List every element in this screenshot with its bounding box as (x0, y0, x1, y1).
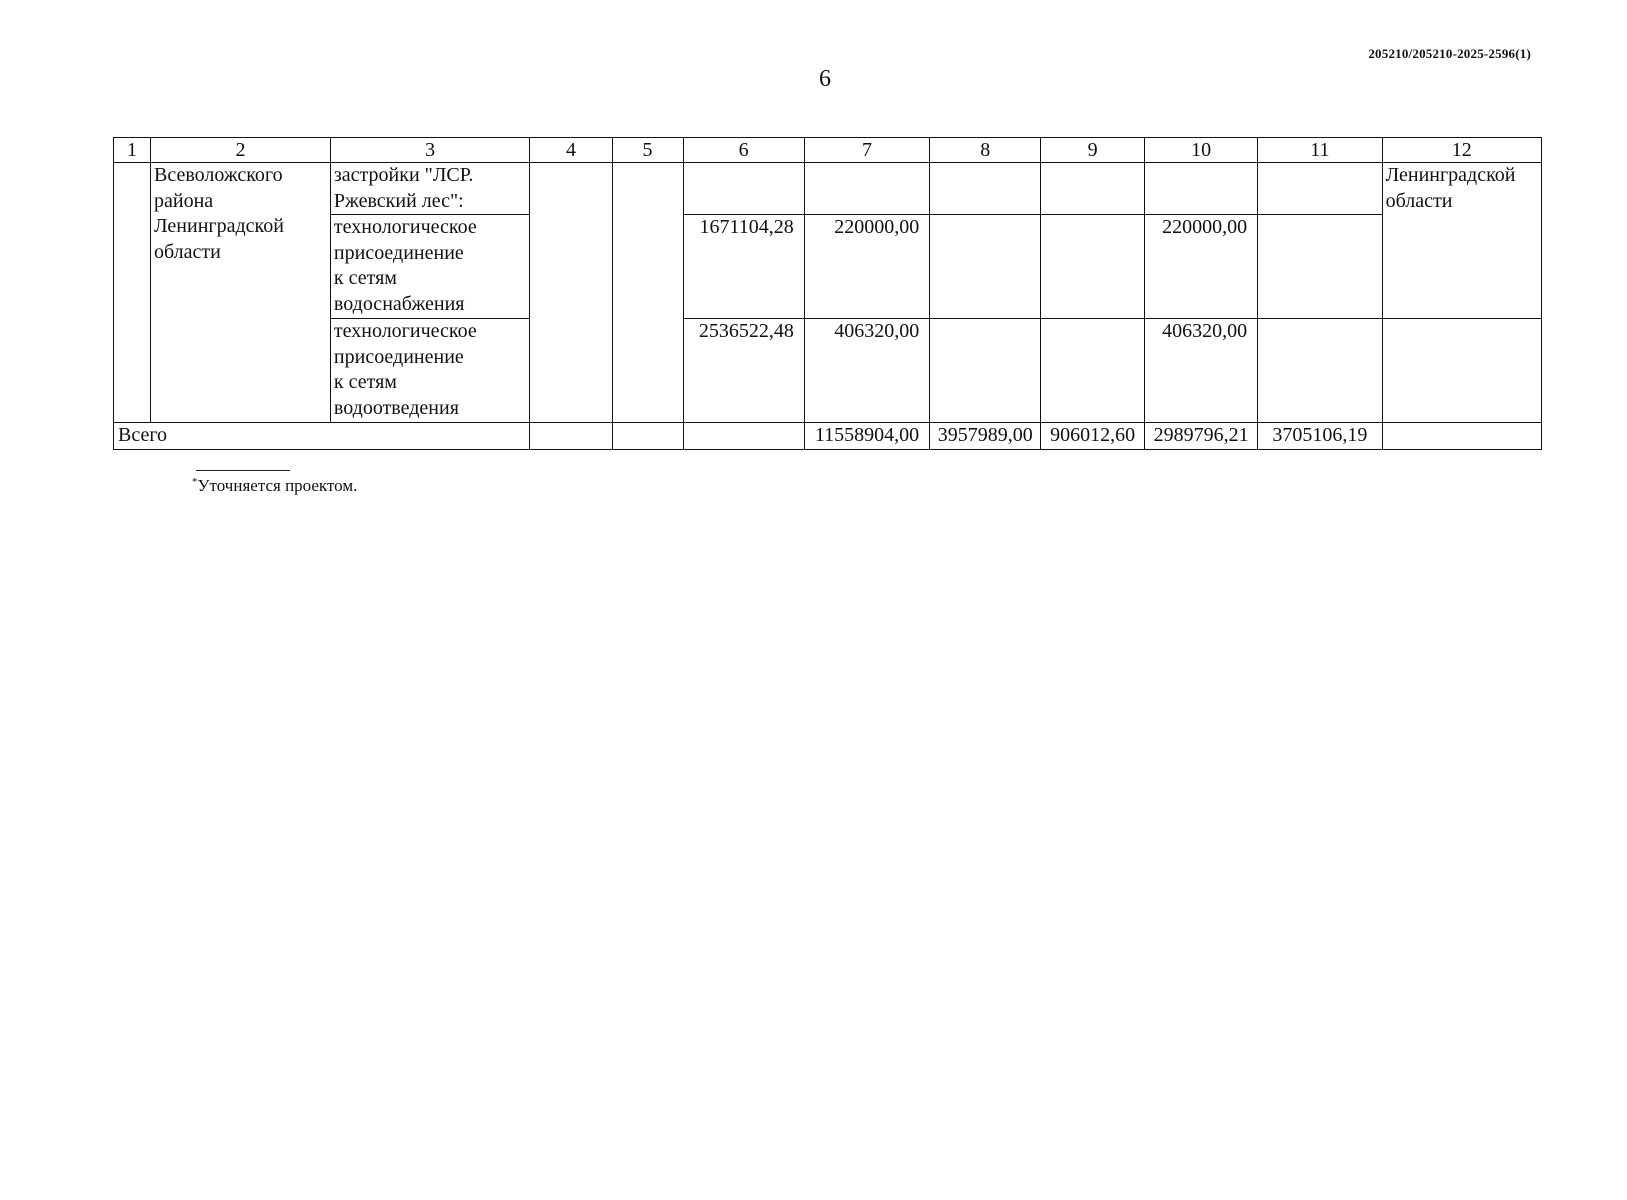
description-line: технологическое (333, 216, 477, 238)
table-cell (612, 163, 683, 423)
footnote-divider (196, 470, 290, 471)
column-number-header: 8 (930, 138, 1041, 163)
total-value: 906012,60 (1041, 423, 1145, 450)
column-number-header: 4 (530, 138, 612, 163)
description-line: присоединение (333, 345, 464, 368)
table-cell (683, 163, 804, 215)
column-number-header: 10 (1145, 138, 1258, 163)
owner-line: Ленинградской (1385, 164, 1516, 186)
value-cell (1258, 215, 1382, 319)
value-cell (1041, 319, 1145, 423)
table-cell (612, 423, 683, 450)
data-table (113, 137, 1542, 450)
table-cell (804, 163, 929, 215)
region-line: Ленинградской (154, 215, 284, 237)
column-number-header: 6 (683, 138, 804, 163)
footnote-text: Уточняется проектом. (197, 476, 358, 495)
total-value: 11558904,00 (804, 423, 929, 450)
description-line: водоотведения (333, 396, 459, 419)
value-cell (930, 215, 1041, 319)
total-value: 3957989,00 (930, 423, 1041, 450)
table-cell (930, 163, 1041, 215)
value-cell (930, 319, 1041, 423)
table-cell (530, 423, 612, 450)
value-cell: 406320,00 (804, 319, 929, 423)
column-number-header: 11 (1258, 138, 1382, 163)
table-cell (1258, 163, 1382, 215)
object-line: застройки "ЛСР. (333, 164, 474, 186)
table-cell (1382, 423, 1541, 450)
owner-line: области (1385, 189, 1453, 212)
region-line: района (154, 189, 214, 212)
value-cell: 220000,00 (804, 215, 929, 319)
description-line: водоснабжения (333, 292, 465, 315)
table-cell (1145, 163, 1258, 215)
column-number-header: 5 (612, 138, 683, 163)
table-cell (530, 163, 612, 423)
table-cell (114, 163, 151, 423)
description-line: присоединение (333, 241, 464, 264)
table-row (114, 163, 1542, 215)
region-line: Всеволожского (154, 164, 283, 186)
document-id: 205210/205210-2025-2596(1) (1368, 46, 1531, 61)
table-cell (1382, 319, 1541, 423)
description-line: к сетям (333, 267, 397, 289)
value-cell (1258, 319, 1382, 423)
description-cell (330, 319, 529, 423)
value-cell: 220000,00 (1145, 215, 1258, 319)
value-cell (1041, 215, 1145, 319)
column-number-header: 9 (1041, 138, 1145, 163)
table-cell (1041, 163, 1145, 215)
description-line: технологическое (333, 320, 477, 342)
column-number-header: 7 (804, 138, 929, 163)
region-cell (151, 163, 331, 423)
column-number-row (114, 138, 1542, 163)
description-cell (330, 215, 529, 319)
region-line: области (154, 240, 221, 263)
total-label: Всего (114, 423, 530, 450)
page-number: 6 (819, 66, 831, 92)
total-value: 3705106,19 (1258, 423, 1382, 450)
column-number-header: 3 (330, 138, 529, 163)
footnote-mark: * (192, 476, 198, 488)
value-cell: 1671104,28 (683, 215, 804, 319)
object-line: Ржевский лес": (333, 189, 464, 212)
column-number-header: 1 (114, 138, 151, 163)
column-number-header: 2 (151, 138, 331, 163)
total-row (114, 423, 1542, 450)
owner-cell (1382, 163, 1541, 319)
description-line: к сетям (333, 371, 397, 393)
total-value: 2989796,21 (1145, 423, 1258, 450)
column-number-header: 12 (1382, 138, 1541, 163)
value-cell: 406320,00 (1145, 319, 1258, 423)
value-cell: 2536522,48 (683, 319, 804, 423)
object-cell (330, 163, 529, 215)
table-cell (683, 423, 804, 450)
footnote (192, 476, 357, 496)
